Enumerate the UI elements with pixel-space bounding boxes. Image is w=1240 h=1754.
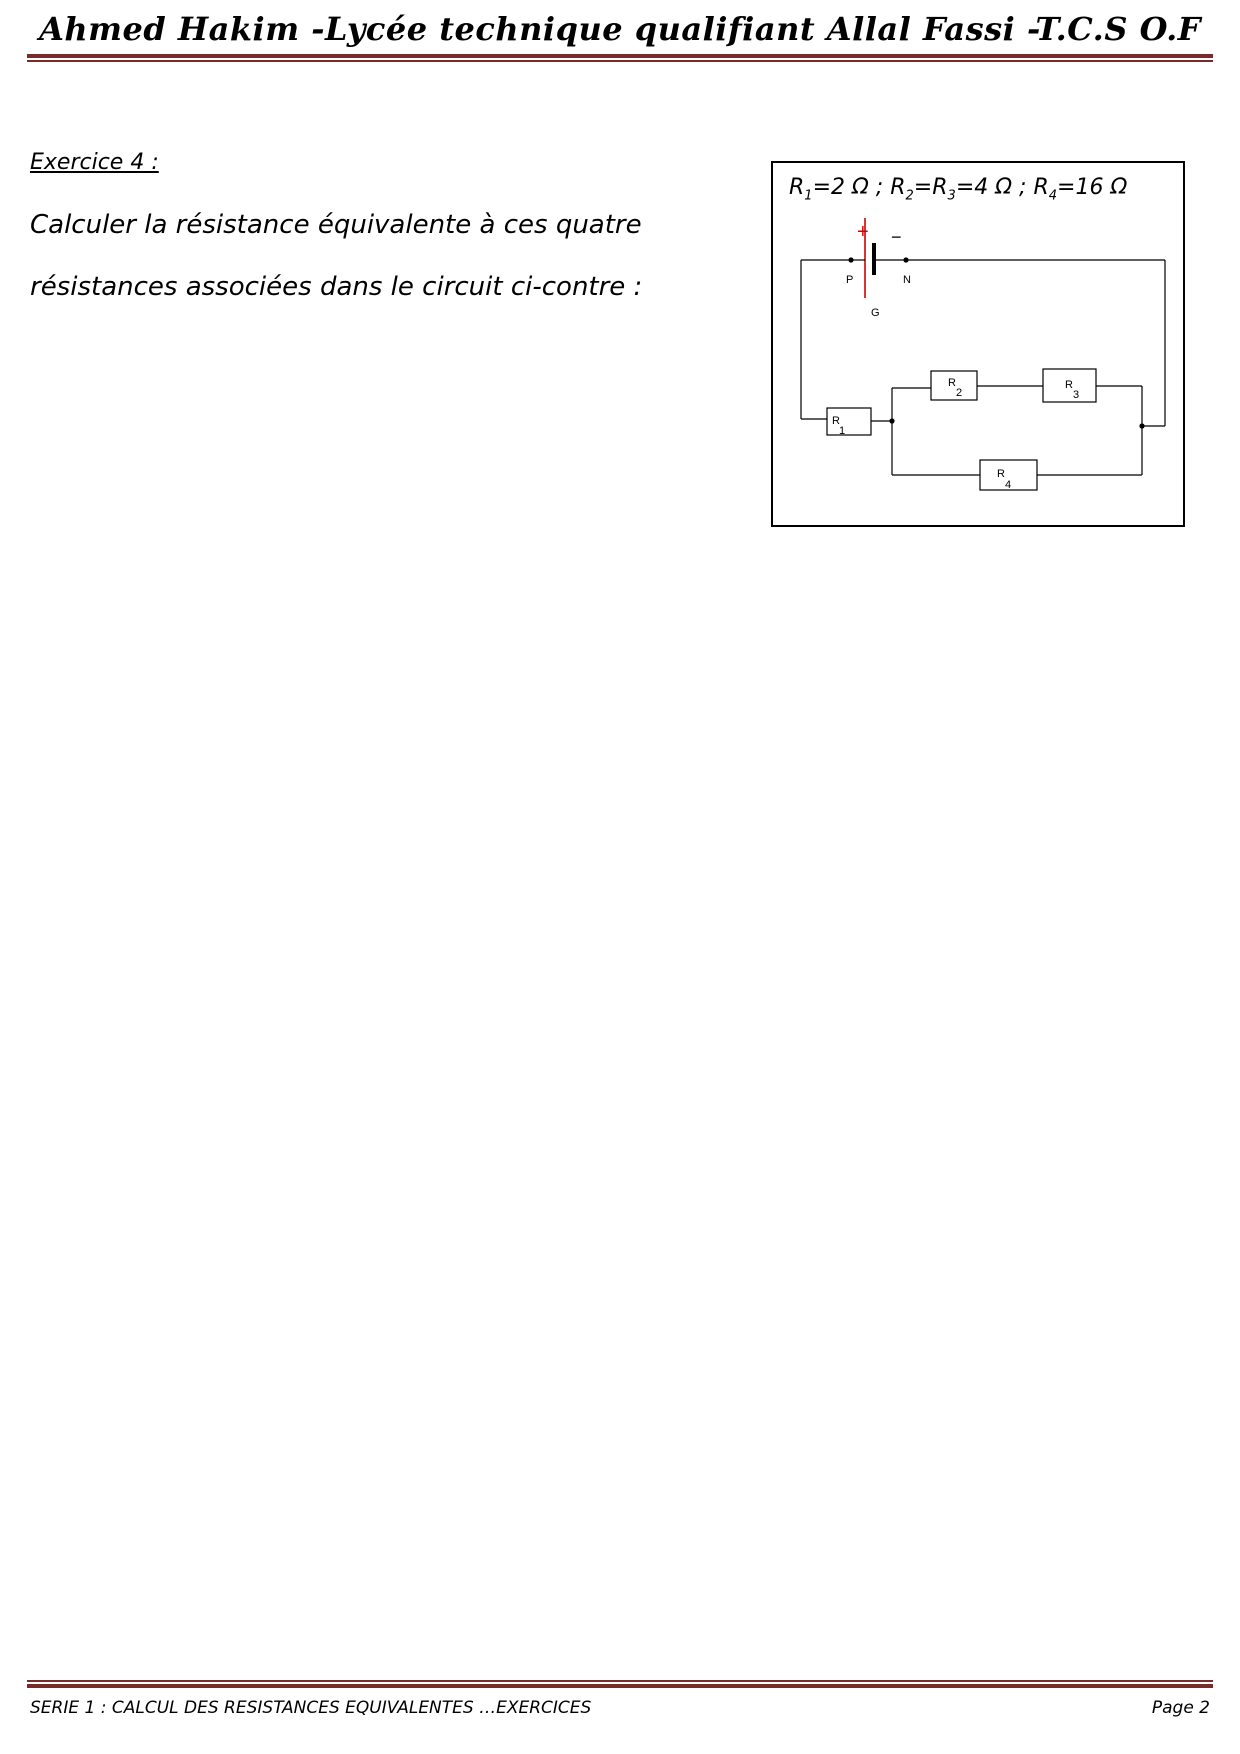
footer-rule-thick (27, 1684, 1213, 1688)
node-a-dot (889, 418, 894, 423)
exercise-title: Exercice 4 : (30, 150, 159, 175)
node-b-dot (1139, 423, 1144, 428)
label-r3-sub: 3 (1073, 389, 1080, 401)
minus-sign: − (891, 227, 902, 247)
r1-value: =2 Ω ; (812, 175, 891, 200)
header-rule-thin (27, 60, 1213, 62)
r3-symbol: R (932, 175, 948, 200)
r3-subscript: 3 (947, 188, 956, 204)
circuit-diagram (773, 163, 1183, 525)
node-n-dot (903, 257, 908, 262)
r1-symbol: R (789, 175, 805, 200)
node-p-dot (848, 257, 853, 262)
label-r3: R (1065, 379, 1073, 391)
exercise-statement-line-1: Calculer la résistance équivalente à ces quatre (30, 210, 642, 240)
label-r1-sub: 1 (839, 425, 846, 437)
label-p: P (846, 274, 854, 286)
label-g: G (871, 307, 880, 319)
footer-page-number: Page 2 (1151, 1698, 1210, 1718)
r4-value: =16 Ω (1057, 175, 1128, 200)
header-rule-thick (27, 54, 1213, 58)
footer-rule-thin (27, 1680, 1213, 1682)
r2-equals: = (913, 175, 933, 200)
label-r4-sub: 4 (1005, 479, 1012, 491)
r1-subscript: 1 (804, 188, 813, 204)
label-r2: R (948, 377, 956, 389)
page-header-title: Ahmed Hakim -Lycée technique qualifiant Allal Fassi -T.C.S O.F (39, 10, 1201, 48)
footer-series-title: SERIE 1 : CALCUL DES RESISTANCES EQUIVALENTES …EXERCICES (30, 1698, 592, 1718)
label-n: N (903, 274, 911, 286)
r4-subscript: 4 (1048, 188, 1058, 204)
circuit-figure (771, 161, 1185, 527)
label-r1: R (832, 415, 840, 427)
r2-subscript: 2 (905, 188, 914, 204)
r3-value: =4 Ω ; (955, 175, 1034, 200)
label-r4: R (997, 468, 1005, 480)
r4-symbol: R (1033, 175, 1049, 200)
label-r2-sub: 2 (956, 387, 963, 399)
r2-symbol: R (890, 175, 906, 200)
exercise-statement-line-2: résistances associées dans le circuit ci-contre : (30, 272, 643, 302)
plus-sign: + (857, 221, 869, 243)
